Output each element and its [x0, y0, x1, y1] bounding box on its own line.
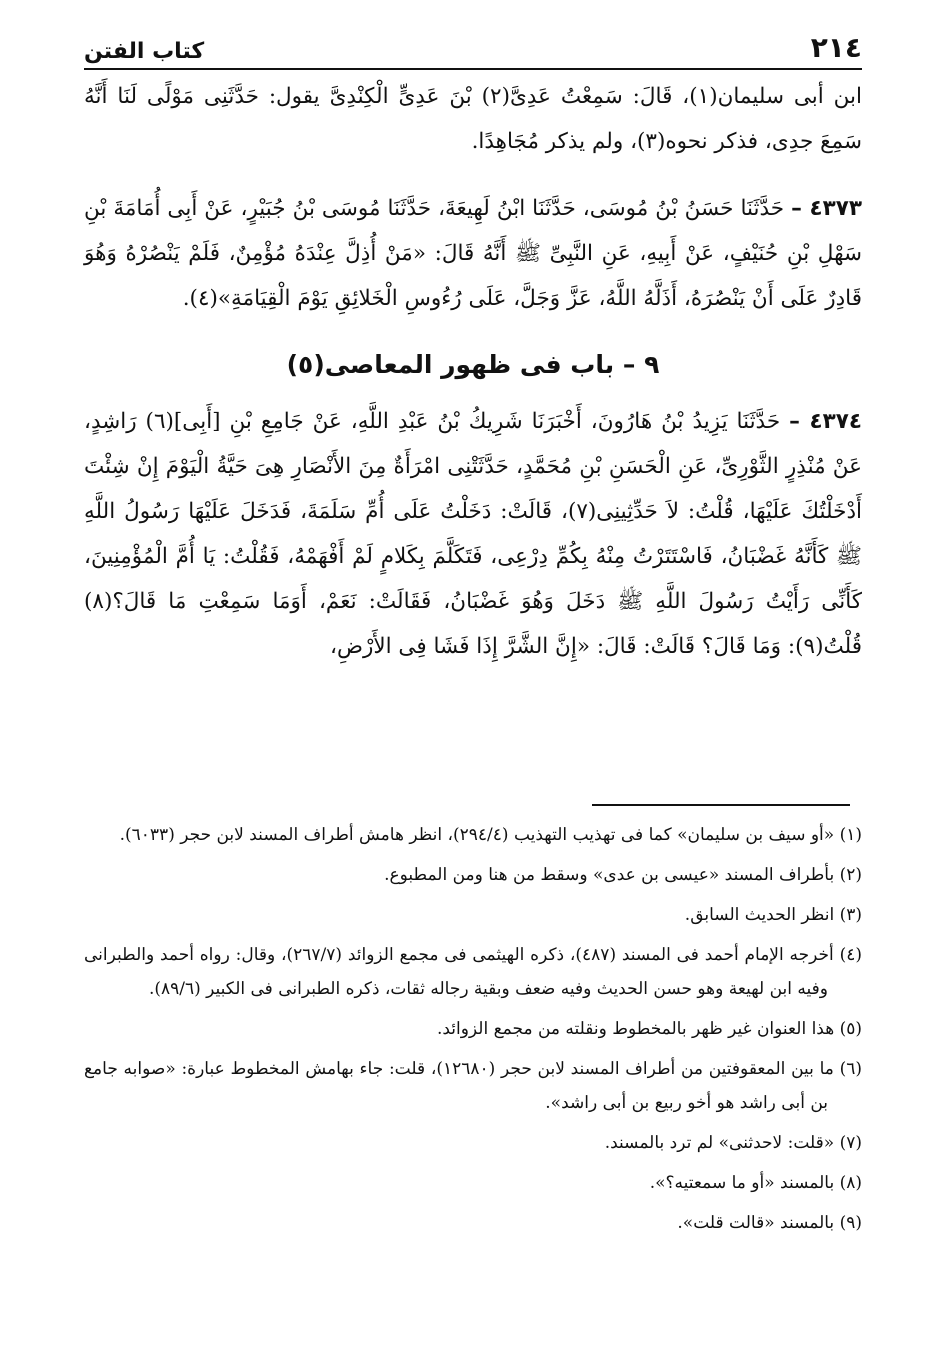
footnote: (٨) بالمسند «أو ما سمعتيه؟». — [649, 1173, 862, 1193]
page-number: ٢١٤ — [810, 31, 862, 64]
footnote: (٧) «قلت: لاحدثنى» لم ترد بالمسند. — [604, 1133, 862, 1153]
hadith-4374 — [84, 399, 862, 669]
hadith-text: حَدَّثَنَا يَزِيدُ بْنُ هَارُونَ، أَخْبَرَنَا شَرِيكُ بْنُ عَبْدِ اللَّهِ، عَنْ جَامِعِ بْنِ [أَبِى](٦) رَاشِدٍ، عَنْ مُنْذِرٍ الثَّوْرِىِّ، عَنِ الْحَسَنِ بْنِ مُحَمَّدٍ، حَدَّثَتْنِى امْرَأَةٌ مِنَ الأَنْصَارِ هِىَ حَيَّةُ الْيَوْمَ إِنْ شِئْتَ أَدْخَلْتُكَ عَلَيْهَا، قُلْتُ: لاَ حَدِّثِينِى(٧)، قَالَتْ: دَخَلْتُ عَلَى أُمِّ سَلَمَةَ، فَدَخَلَ عَلَيْهَا رَسُولُ اللَّهِ ﷺ كَأَنَّهُ غَضْبَانُ، فَاسْتَتَرْتُ مِنْهُ بِكُمِّ دِرْعِى، فَتَكَلَّمَ بِكَلامٍ لَمْ أَفْهَمْهُ، فَقُلْتُ: يَا أُمَّ الْمُؤْمِنِينَ، كَأَنِّى رَأَيْتُ رَسُولَ اللَّهِ ﷺ دَخَلَ وَهُوَ غَضْبَانُ، فَقَالَتْ: نَعَمْ، أَوَمَا سَمِعْتِ مَا قَالَ؟(٨) قُلْتُ(٩): وَمَا قَالَ؟ قَالَتْ: قَالَ: «إِنَّ الشَّرَّ إِذَا فَشَا فِى الأَرْضِ، — [84, 409, 862, 659]
footnote: (١) «أو سيف بن سليمان» كما فى تهذيب التهذيب (٢٩٤/٤)، انظر هامش أطراف المسند لابن حجر (٦٠٣٣). — [119, 825, 862, 845]
footnote: (٦) ما بين المعقوفتين من أطراف المسند لابن حجر (١٢٦٨٠)، قلت: جاء بهامش المخطوط عبارة: «صوابه جامع بن أبى راشد هو أخو ربيع بن أبى راشد». — [84, 1059, 862, 1113]
footnotes — [84, 818, 862, 1246]
main-text — [84, 74, 862, 691]
footnote: (٣) انظر الحديث السابق. — [684, 905, 862, 925]
page-header — [84, 24, 862, 70]
hadith-4373 — [84, 186, 862, 321]
hadith-number: ٤٣٧٣ – — [791, 196, 862, 221]
chapter-heading: ٩ – باب فى ظهور المعاصى(٥) — [286, 350, 660, 379]
footnote-divider — [592, 804, 850, 806]
book-title: كتاب الفتن — [84, 39, 205, 64]
footnote: (٢) بأطراف المسند «عيسى بن عدى» وسقط من هنا ومن المطبوع. — [384, 865, 862, 885]
hadith-text: حَدَّثَنَا حَسَنُ بْنُ مُوسَى، حَدَّثَنَا ابْنُ لَهِيعَةَ، حَدَّثَنَا مُوسَى بْنُ جُبَيْرٍ، عَنْ أَبِى أُمَامَةَ بْنِ سَهْلِ بْنِ حُنَيْفٍ، عَنْ أَبِيهِ، عَنِ النَّبِىِّ ﷺ أَنَّهُ قَالَ: «مَنْ أُذِلَّ عِنْدَهُ مُؤْمِنٌ، فَلَمْ يَنْصُرْهُ وَهُوَ قَادِرٌ عَلَى أَنْ يَنْصُرَهُ، أَذَلَّهُ اللَّهُ، عَزَّ وَجَلَّ، عَلَى رُءُوسِ الْخَلائِقِ يَوْمَ الْقِيَامَةِ»(٤). — [84, 196, 862, 311]
footnote: (٤) أخرجه الإمام أحمد فى المسند (٤٨٧)، ذكره الهيثمى فى مجمع الزوائد (٢٦٧/٧)، وقال: رواه أحمد والطبرانى وفيه ابن لهيعة وهو حسن الحديث وفيه ضعف وبقية رجاله ثقات، ذكره الطبرانى فى الكبير (٨٩/٦). — [84, 945, 862, 999]
paragraph-continuation: ابن أبى سليمان(١)، قَالَ: سَمِعْتُ عَدِىَّ(٢) بْنَ عَدِىٍّ الْكِنْدِىَّ يقول: حَدَّثَنِى مَوْلًى لَنَا أَنَّهُ سَمِعَ جدِى، فذكر نحوه(٣)، ولم يذكر مُجَاهِدًا. — [84, 84, 863, 154]
footnote: (٥) هذا العنوان غير ظهر بالمخطوط ونقلته من مجمع الزوائد. — [436, 1019, 862, 1039]
footnote: (٩) بالمسند «قالت قلت». — [677, 1213, 862, 1233]
hadith-number: ٤٣٧٤ – — [789, 409, 862, 434]
